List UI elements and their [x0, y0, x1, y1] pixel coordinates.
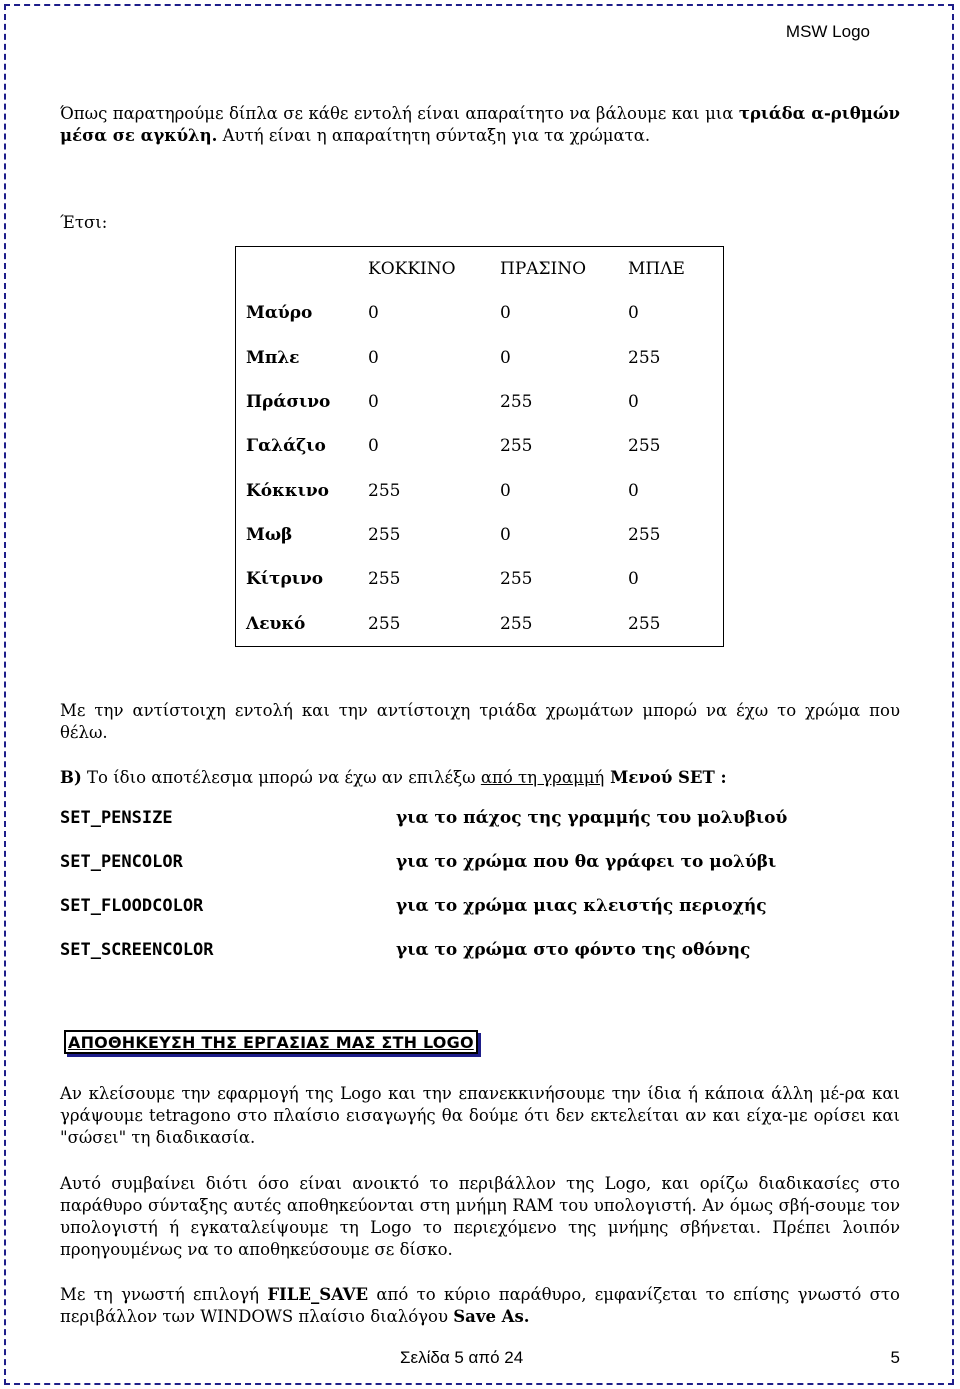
green-value: 255 [500, 436, 533, 457]
table-header-cell: ΜΠΛΕ [628, 259, 685, 280]
blue-value: 255 [628, 524, 661, 545]
blue-value: 255 [628, 436, 661, 457]
list-item [60, 896, 860, 940]
red-value: 0 [368, 392, 379, 413]
blue-value: 0 [628, 569, 639, 590]
table-header-cell: ΚΟΚΚΙΝΟ [368, 259, 456, 280]
table-row [236, 601, 724, 646]
table-header-cell: ΠΡΑΣΙΝΟ [500, 259, 587, 280]
set-description: για το χρώμα που θα γράφει το μολύβι [396, 852, 777, 872]
table-header-cell [236, 247, 359, 292]
list-item [60, 852, 860, 896]
after-table-paragraph: Με την αντίστοιχη εντολή και την αντίστοιχη τριάδα χρωμάτων μπορώ να έχω το χρώμα που θέλω. [60, 701, 900, 742]
list-item [60, 808, 860, 852]
set-description: για το χρώμα στο φόντο της οθόνης [396, 940, 751, 960]
table-row [236, 380, 724, 424]
red-value: 0 [368, 436, 379, 457]
save-paragraph-1: Αν κλείσουμε την εφαρμογή της Logo και την επανεκκινήσουμε την ίδια ή κάποια άλλη μέ-ρα και γράψουμε tetragono στο πλαίσιο εισαγωγής θα δούμε ότι δεν εκτελείται αν και είχα-με ορίσει και "σώσει" τη διαδικασία. [60, 1084, 900, 1147]
table-row [236, 513, 724, 557]
color-name: Κίτρινο [246, 569, 324, 590]
red-value: 255 [368, 569, 401, 590]
table-row [236, 557, 724, 601]
table-header-row [236, 247, 724, 292]
green-value: 0 [500, 480, 511, 501]
green-value: 255 [500, 392, 533, 413]
red-value: 255 [368, 524, 401, 545]
red-value: 0 [368, 347, 379, 368]
color-name: Λευκό [246, 613, 306, 634]
green-value: 255 [500, 569, 533, 590]
blue-value: 255 [628, 347, 661, 368]
blue-value: 255 [628, 613, 661, 634]
color-name: Μπλε [246, 347, 300, 368]
etsi-label: Έτσι: [60, 213, 108, 232]
blue-value: 0 [628, 303, 639, 324]
color-name: Γαλάζιο [246, 436, 326, 457]
blue-value: 0 [628, 392, 639, 413]
save-paragraph-3: Με τη γνωστή επιλογή FILE_SAVE από το κύριο παράθυρο, εμφανίζεται το επίσης γνωστό στο περιβάλλον των WINDOWS πλαίσιο διαλόγου Save As. [60, 1285, 900, 1326]
set-command: SET_SCREENCOLOR [60, 940, 214, 960]
table-row [236, 468, 724, 512]
set-menu-list [60, 808, 860, 984]
green-value: 255 [500, 613, 533, 634]
set-command: SET_PENCOLOR [60, 852, 183, 872]
green-value: 0 [500, 303, 511, 324]
table-row [236, 336, 724, 380]
red-value: 255 [368, 480, 401, 501]
color-name: Μωβ [246, 524, 293, 545]
section-b-paragraph: Β) Το ίδιο αποτέλεσμα μπορώ να έχω αν επιλέξω από τη γραμμή Μενού SET : [60, 768, 727, 787]
red-value: 255 [368, 613, 401, 634]
set-command: SET_PENSIZE [60, 808, 173, 828]
page-of-label: Σελίδα 5 από 24 [400, 1348, 524, 1367]
page-number: 5 [890, 1348, 900, 1367]
list-item [60, 940, 860, 984]
set-command: SET_FLOODCOLOR [60, 896, 204, 916]
color-name: Πράσινο [246, 392, 331, 413]
green-value: 0 [500, 524, 511, 545]
green-value: 0 [500, 347, 511, 368]
table-row [236, 424, 724, 468]
section-heading: ΑΠΟΘΗΚΕΥΣΗ ΤΗΣ ΕΡΓΑΣΙΑΣ ΜΑΣ ΣΤΗ LOGO [64, 1030, 478, 1054]
set-description: για το πάχος της γραμμής του μολυβιού [396, 808, 788, 828]
intro-paragraph: Όπως παρατηρούμε δίπλα σε κάθε εντολή είναι απαραίτητο να βάλουμε και μια τριάδα α-ριθμών μέσα σε αγκύλη. Αυτή είναι η απαραίτητη σύνταξη για τα χρώματα. [60, 104, 900, 145]
color-table [235, 246, 724, 647]
color-name: Κόκκινο [246, 480, 329, 501]
header-title: MSW Logo [785, 22, 870, 41]
blue-value: 0 [628, 480, 639, 501]
save-paragraph-2: Αυτό συμβαίνει διότι όσο είναι ανοικτό το περιβάλλον της Logo, και ορίζω διαδικασίες στο παράθυρο σύνταξης αυτές αποθηκεύονται στη μνήμη RAM του υπολογιστή. Αν όμως σβή-σουμε τον υπολογιστή ή εγκαταλείψουμε τη Logo το περιεχόμενο της μνήμης σβήνεται. Πρέπει λοιπόν προηγουμένως να το αποθηκεύσουμε σε δίσκο. [60, 1174, 900, 1259]
table-row [236, 291, 724, 335]
color-name: Μαύρο [246, 303, 313, 324]
red-value: 0 [368, 303, 379, 324]
set-description: για το χρώμα μιας κλειστής περιοχής [396, 896, 767, 916]
